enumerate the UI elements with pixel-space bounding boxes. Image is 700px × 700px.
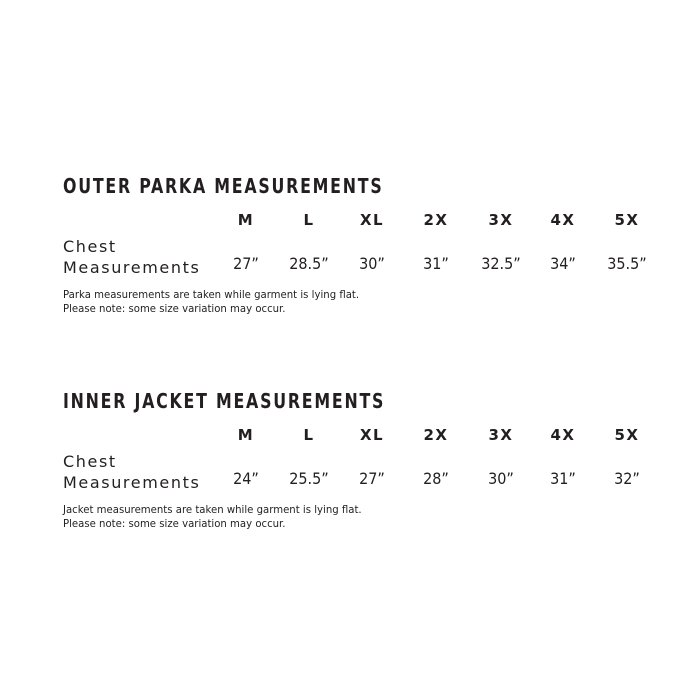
row-label-line: Measurements [63,473,201,492]
size-header: 5X [614,426,640,444]
chest-value: 34” [550,254,576,273]
chest-value: 31” [550,469,576,488]
chest-value: 28.5” [289,254,329,273]
size-header: M [237,426,255,444]
note-line: Jacket measurements are taken while garment is lying flat. [63,503,362,516]
measurement-note [63,503,362,531]
note-line: Please note: some size variation may occur. [63,302,286,315]
size-header: 4X [550,211,576,229]
row-label [63,236,200,278]
chest-value: 27” [359,469,385,488]
chest-value: 24” [233,469,259,488]
chest-value: 25.5” [289,469,329,488]
chest-value: 30” [359,254,385,273]
chest-value: 30” [488,469,514,488]
inner-jacket-section [0,389,700,589]
size-header: L [303,211,315,229]
chest-value: 27” [233,254,259,273]
note-line: Parka measurements are taken while garment is lying flat. [63,288,360,301]
chest-value: 35.5” [607,254,647,273]
size-header: 2X [423,211,449,229]
section-title: OUTER PARKA MEASUREMENTS [63,174,384,198]
row-label-line: Chest [63,237,117,256]
size-header: 2X [423,426,449,444]
size-header: XL [359,426,385,444]
chest-value: 32” [614,469,640,488]
outer-parka-section [0,174,700,374]
size-header: XL [359,211,385,229]
size-header: L [303,426,315,444]
size-header: 3X [488,426,514,444]
section-title: INNER JACKET MEASUREMENTS [63,389,386,413]
note-line: Please note: some size variation may occur. [63,517,286,530]
size-header: 4X [550,426,576,444]
chest-value: 28” [423,469,449,488]
row-label [63,451,200,493]
size-header: 5X [614,211,640,229]
chest-value: 32.5” [481,254,521,273]
chest-value: 31” [423,254,449,273]
row-label-line: Measurements [63,258,201,277]
measurement-note [63,288,359,316]
size-header: M [237,211,255,229]
size-header: 3X [488,211,514,229]
row-label-line: Chest [63,452,117,471]
